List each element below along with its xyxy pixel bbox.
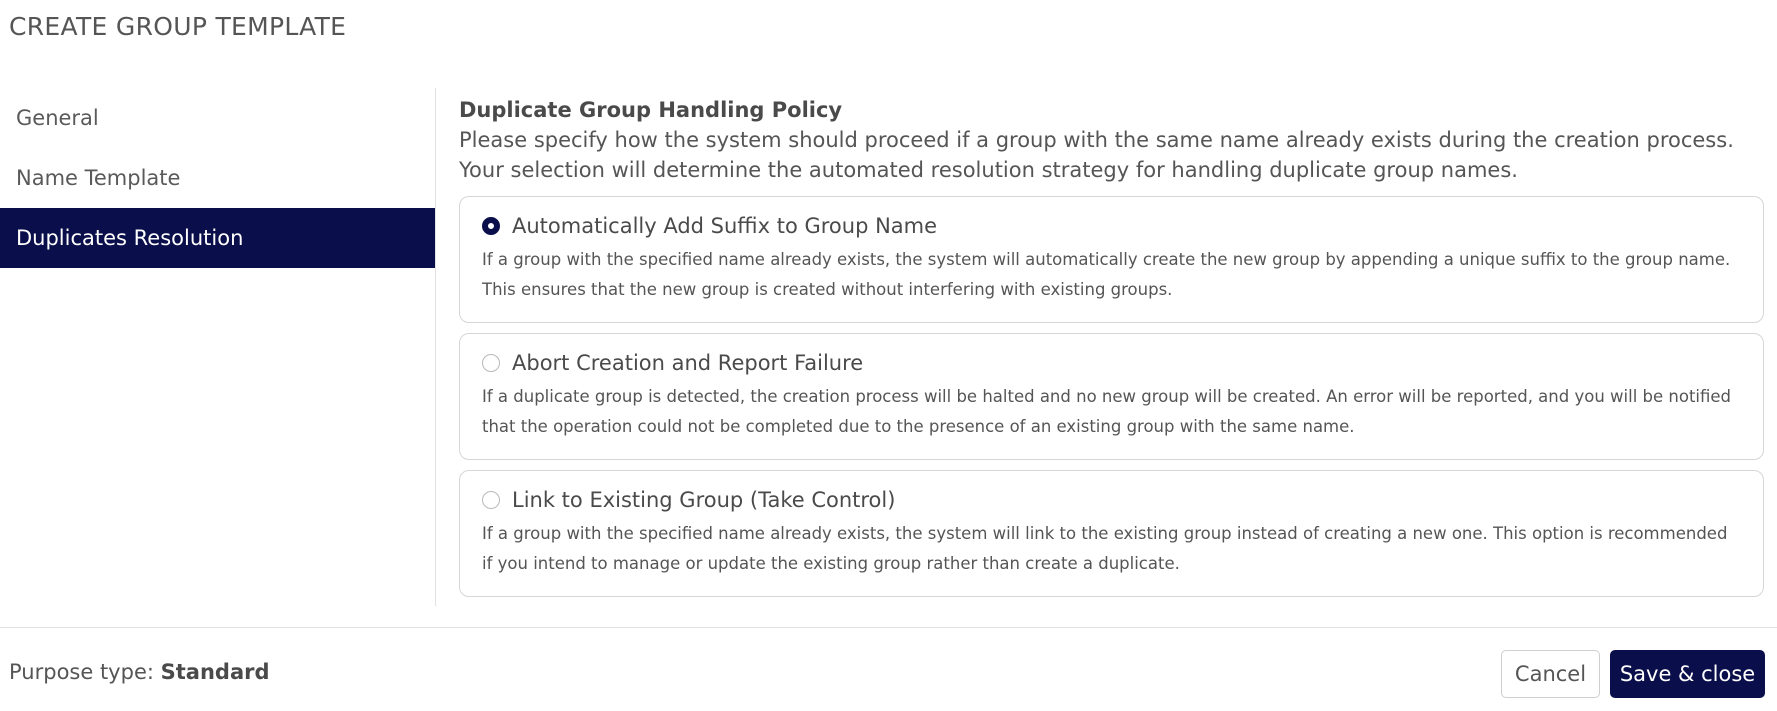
sidebar-item-general[interactable]: General	[16, 106, 99, 130]
section-title: Duplicate Group Handling Policy	[459, 98, 843, 122]
page-title: CREATE GROUP TEMPLATE	[9, 12, 347, 41]
option-description-add-suffix: If a group with the specified name already exists, the system will automatically create the new group by appending a unique suffix to the group name. This ensures that the new group is created without interfering with existing groups.	[482, 250, 1731, 299]
footer-divider	[0, 627, 1777, 628]
sidebar-item-duplicates-resolution[interactable]: Duplicates Resolution	[0, 208, 435, 268]
option-card-add-suffix[interactable]	[459, 196, 1764, 323]
radio-abort-creation[interactable]	[482, 354, 500, 372]
option-label-abort-creation[interactable]: Abort Creation and Report Failure	[512, 351, 864, 375]
sidebar-item-name-template[interactable]: Name Template	[16, 166, 181, 190]
radio-link-existing[interactable]	[482, 491, 500, 509]
option-card-abort-creation[interactable]	[459, 333, 1764, 460]
purpose-type	[9, 660, 270, 684]
option-label-add-suffix[interactable]: Automatically Add Suffix to Group Name	[512, 214, 938, 238]
cancel-button[interactable]: Cancel	[1501, 650, 1600, 698]
purpose-type-label: Purpose type:	[9, 660, 161, 684]
save-close-button[interactable]: Save & close	[1610, 650, 1765, 698]
option-header	[482, 211, 1741, 241]
option-description-link-existing: If a group with the specified name already exists, the system will link to the existing group instead of creating a new one. This option is recommended if you intend to manage or update the existing group rather than create a duplicate.	[482, 524, 1728, 573]
section-description: Please specify how the system should proceed if a group with the same name already exists during the creation process. Your selection will determine the automated resolution strategy for handling duplicate group names.	[459, 128, 1734, 182]
option-header	[482, 485, 1741, 515]
radio-add-suffix[interactable]	[482, 217, 500, 235]
option-label-link-existing[interactable]: Link to Existing Group (Take Control)	[512, 488, 896, 512]
option-header	[482, 348, 1741, 378]
purpose-type-value: Standard	[160, 660, 270, 684]
option-description-abort-creation: If a duplicate group is detected, the creation process will be halted and no new group will be created. An error will be reported, and you will be notified that the operation could not be completed due to the presence of an existing group with the same name.	[482, 387, 1732, 436]
main-content	[459, 96, 1764, 607]
option-card-link-existing[interactable]	[459, 470, 1764, 597]
sidebar-nav	[0, 88, 436, 606]
